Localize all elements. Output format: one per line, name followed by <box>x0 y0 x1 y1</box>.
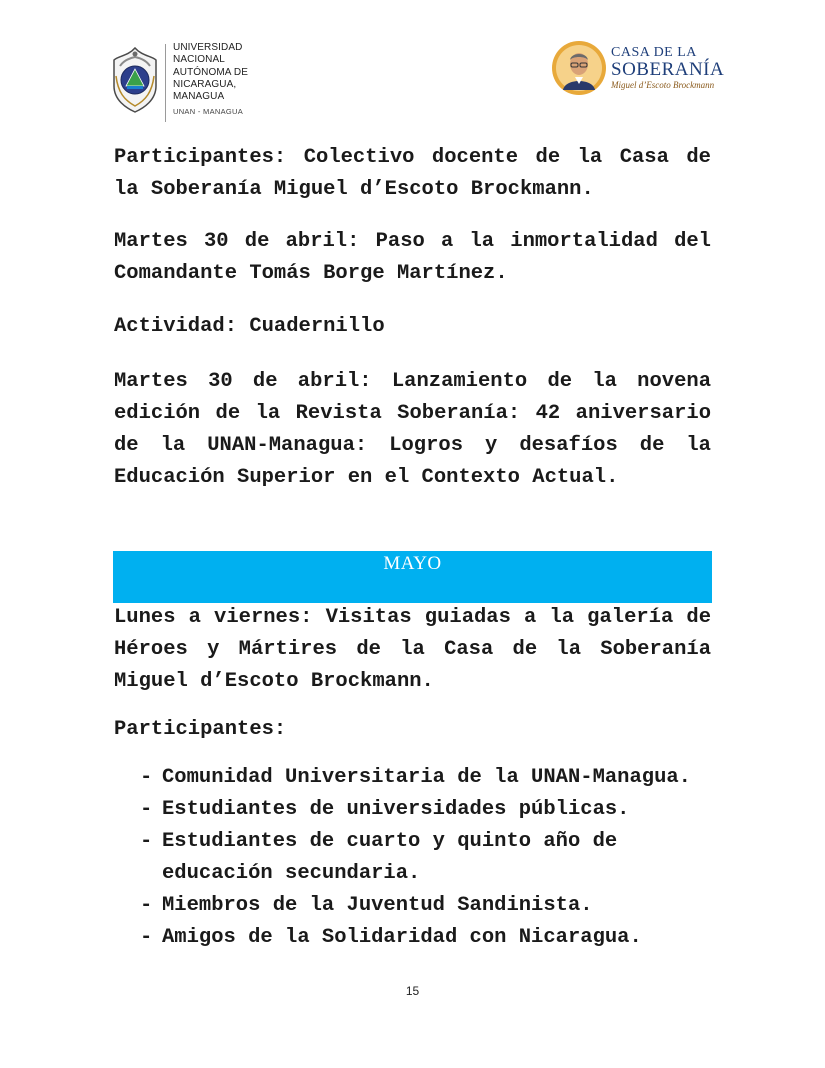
casa-soberania-logo <box>551 40 724 96</box>
soberania-line: SOBERANÍA <box>611 59 725 80</box>
revista-paragraph: Martes 30 de abril: Lanzamiento de la novena edición de la Revista Soberanía: 42 aniversario de la UNAN-Managua: Logros y desafíos de la Educación Superior en el Contexto Actual. <box>114 370 711 489</box>
list-item <box>140 762 715 794</box>
april-section <box>114 142 711 206</box>
participants-heading: Participantes: <box>114 718 287 741</box>
list-item <box>140 922 715 954</box>
list-item <box>140 826 715 890</box>
casa-line: CASA DE LA <box>611 45 697 60</box>
participants-paragraph: Participantes: Colectivo docente de la Casa de la Soberanía Miguel d’Escoto Brockmann. <box>114 146 711 201</box>
list-item-text: Comunidad Universitaria de la UNAN-Managua. <box>162 766 691 789</box>
list-dash: - <box>140 830 153 853</box>
casa-soberania-name <box>611 45 724 91</box>
unan-crest-icon <box>110 46 160 114</box>
borge-paragraph: Martes 30 de abril: Paso a la inmortalidad del Comandante Tomás Borge Martínez. <box>114 230 711 285</box>
university-name-line: MANAGUA <box>173 91 225 103</box>
list-item <box>140 794 715 826</box>
april-section <box>114 311 711 343</box>
list-dash: - <box>140 894 153 917</box>
april-section <box>114 226 711 290</box>
university-subtitle: UNAN - MANAGUA <box>173 107 244 117</box>
list-item <box>140 890 715 922</box>
brockmann-line: Miguel d’Escoto Brockmann <box>611 80 715 90</box>
may-section <box>114 714 711 746</box>
list-dash: - <box>140 798 153 821</box>
list-dash: - <box>140 926 153 949</box>
university-name-line: AUTÓNOMA DE <box>173 66 248 78</box>
activity-paragraph: Actividad: Cuadernillo <box>114 315 385 338</box>
month-label: MAYO <box>383 553 442 574</box>
portrait-seal-icon <box>551 40 607 96</box>
unan-logo <box>110 42 248 122</box>
university-name-line: UNIVERSIDAD <box>173 42 243 53</box>
university-name-line: NICARAGUA, <box>173 78 237 90</box>
visits-paragraph: Lunes a viernes: Visitas guiadas a la galería de Héroes y Mártires de la Casa de la Soberanía Miguel d’Escoto Brockmann. <box>114 606 711 693</box>
university-name-line: NACIONAL <box>173 54 225 66</box>
month-band <box>113 551 712 603</box>
april-section <box>114 366 711 494</box>
list-item-text: Amigos de la Solidaridad con Nicaragua. <box>162 926 642 949</box>
header-divider <box>165 44 166 122</box>
list-item-text: Estudiantes de universidades públicas. <box>162 798 630 821</box>
may-section <box>114 602 711 698</box>
university-name <box>173 42 248 119</box>
list-item-text: Estudiantes de cuarto y quinto año de educación secundaria. <box>162 830 618 885</box>
list-item-text: Miembros de la Juventud Sandinista. <box>162 894 593 917</box>
page-number: 15 <box>405 984 420 998</box>
list-dash: - <box>140 766 153 789</box>
participants-list <box>140 762 715 954</box>
